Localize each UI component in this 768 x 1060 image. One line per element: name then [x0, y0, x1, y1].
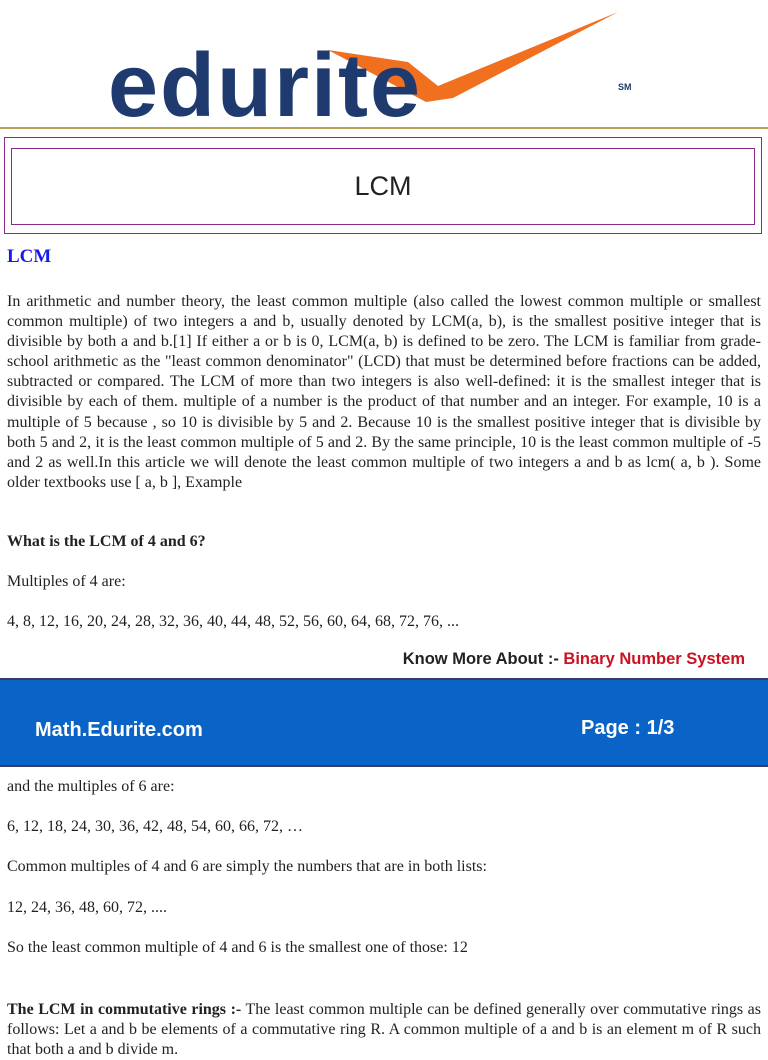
- common-multiples-list: 12, 24, 36, 48, 60, 72, ....: [7, 899, 167, 916]
- common-multiples-label: Common multiples of 4 and 6 are simply the numbers that are in both lists:: [7, 858, 487, 875]
- page-banner: [0, 678, 768, 767]
- least-common-statement: So the least common multiple of 4 and 6 is the smallest one of those: 12: [7, 939, 468, 956]
- rings-heading: The LCM in commutative rings :-: [7, 1001, 242, 1018]
- edurite-logo: [108, 6, 646, 124]
- banner-site-name: Math.Edurite.com: [35, 719, 203, 741]
- section-heading: LCM: [7, 246, 52, 267]
- multiples-of-4-label: Multiples of 4 are:: [7, 573, 126, 590]
- intro-paragraph: In arithmetic and number theory, the least common multiple (also called the lowest common multiple or smallest common multiple) of two integers a and b, usually denoted by LCM(a, b), is the smallest positive integer that is divisible by both a and b.[1] If either a or b is 0, LCM(a, b) is defined to be zero. The LCM is familiar from grade-school arithmetic as the "least common denominator" (LCD) that must be determined before fractions can be added, subtracted or compared. The LCM of more than two integers is also well-defined: it is the smallest integer that is divisible by each of them. multiple of a number is the product of that number and an integer. For example, 10 is a multiple of 5 because , so 10 is divisible by 5 and 2. Because 10 is the smallest positive integer that is divisible by both 5 and 2, it is the least common multiple of 5 and 2. By the same principle, 10 is the least common multiple of -5 and 2 as well.In this article we will denote the least common multiple of two integers a and b as lcm( a, b ). Some older textbooks use [ a, b ], Example: [7, 293, 761, 491]
- page-title: LCM: [354, 171, 412, 201]
- header-divider: [0, 127, 768, 129]
- know-more: [403, 650, 745, 669]
- rings-paragraph: [7, 1000, 761, 1060]
- multiples-of-6-label: and the multiples of 6 are:: [7, 778, 175, 795]
- banner-page-indicator: Page : 1/3: [581, 717, 675, 739]
- question-heading: What is the LCM of 4 and 6?: [7, 533, 206, 550]
- title-frame: [4, 137, 762, 234]
- logo-sm-mark: SM: [618, 82, 632, 92]
- multiples-of-6-list: 6, 12, 18, 24, 30, 36, 42, 48, 54, 60, 66, 72, …: [7, 818, 303, 835]
- multiples-of-4-list: 4, 8, 12, 16, 20, 24, 28, 32, 36, 40, 44, 48, 52, 56, 60, 64, 68, 72, 76, ...: [7, 613, 459, 630]
- binary-number-system-link[interactable]: Binary Number System: [563, 650, 745, 668]
- rings-text: The least common multiple can be defined generally over commutative rings as follows: Let a and b be elements of a commutative ring R. A common multiple of a and b is an element m of R such that both a and b divide m.: [7, 1001, 762, 1059]
- know-more-prefix: Know More About :-: [402, 650, 564, 668]
- title-inner-frame: [11, 148, 755, 225]
- logo-wordmark: edurite: [108, 36, 423, 124]
